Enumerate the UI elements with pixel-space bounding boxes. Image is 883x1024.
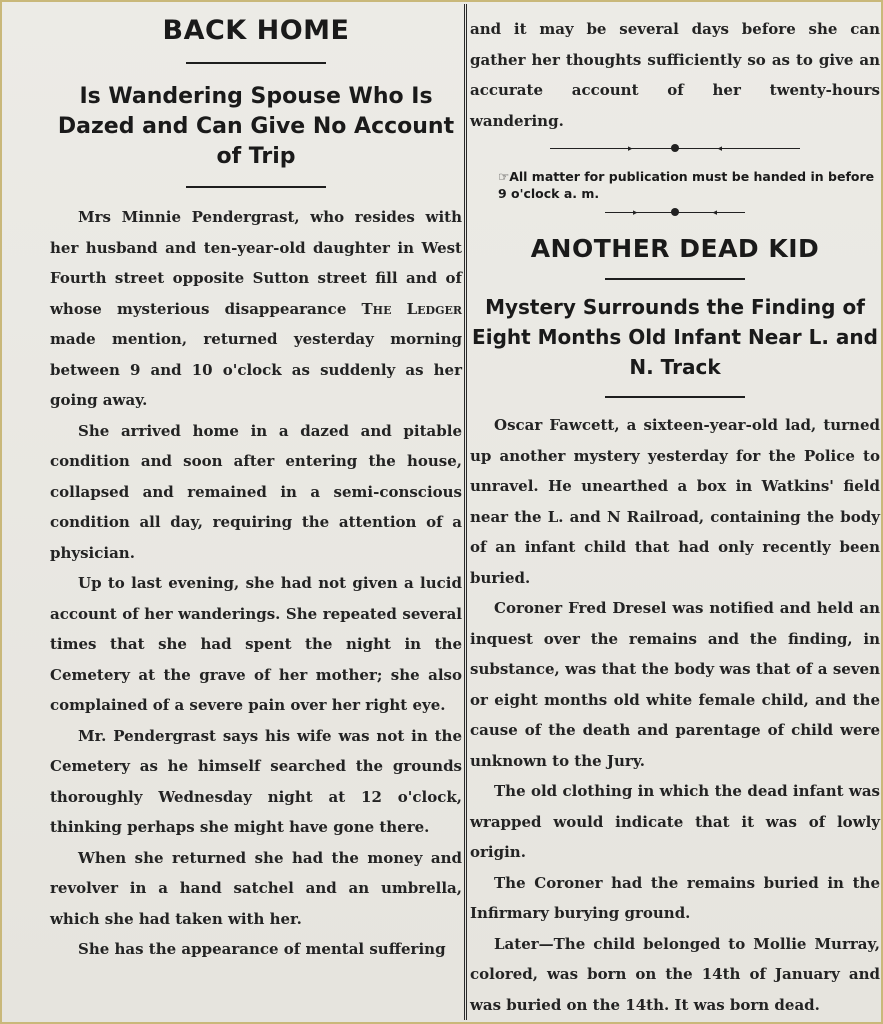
article-paragraph: Up to last evening, she had not given a lucid account of her wanderings. She repeated several times that she had spent the night in the Cemetery at the grave of her mother; she also complained of a severe pain over her right eye.: [50, 574, 462, 714]
article-paragraph: Later—The child belonged to Mollie Murray, colored, was born on the 14th of January and was buried on the 14th. It was born dead.: [470, 934, 880, 1014]
headline-rule: [605, 278, 745, 280]
ornament-divider: [550, 144, 800, 154]
right-column: [470, 2, 880, 1022]
subhead-rule: [605, 396, 745, 398]
ornament-arrow-icon: ▸: [633, 208, 638, 218]
paragraph-text: Mrs Minnie Pendergrast, who resides with her husband and ten-year-old daughter in West Fourth street opposite Sutton street fill and of whose mysterious disappearance: [50, 208, 462, 318]
article-paragraph: She arrived home in a dazed and pitable condition and soon after entering the house, collapsed and remained in a semi-conscious condition all day, requiring the attention of a physician.: [50, 421, 462, 562]
article-paragraph: When she returned she had the money and revolver in a hand satchel and an umbrella, which she had taken with her.: [50, 848, 462, 928]
article-paragraph: Mr. Pendergrast says his wife was not in the Cemetery as he himself searched the grounds thoroughly Wednesday night at 12 o'clock, thinking perhaps she might have gone there.: [50, 726, 462, 836]
subhead-rule: [186, 186, 326, 188]
publication-notice: ☞All matter for publication must be handed in before 9 o'clock a. m.: [498, 169, 875, 201]
article-paragraph: Oscar Fawcett, a sixteen-year-old lad, turned up another mystery yesterday for the Police to unravel. He unearthed a box in Watkins' field near the L. and N Railroad, containing the body of an infant child that had only recently been buried.: [470, 416, 880, 587]
ornament-arrow-icon: ◂: [712, 208, 717, 218]
article-paragraph: She has the appearance of mental suffering: [78, 940, 446, 958]
article-paragraph: The old clothing in which the dead infant was wrapped would indicate that it was of lowly origin.: [470, 782, 880, 861]
ornament-arrow-icon: ◂: [717, 144, 722, 154]
newspaper-name: The Ledger: [361, 299, 462, 318]
headline-rule: [186, 62, 326, 64]
article-paragraph: [50, 202, 462, 416]
headline-back-home: BACK HOME: [162, 15, 350, 46]
article-paragraph: The Coroner had the remains buried in the Infirmary burying ground.: [470, 873, 880, 922]
ornament-dot-icon: [671, 208, 679, 216]
ornament-divider: [605, 208, 745, 218]
subhead-wandering-spouse: Is Wandering Spouse Who Is Dazed and Can Give No Account of Trip: [57, 84, 455, 169]
paragraph-text: made mention, returned yesterday morning between 9 and 10 o'clock as suddenly as her going away.: [50, 330, 462, 409]
left-column: [50, 2, 462, 1022]
article-paragraph: Coroner Fred Dresel was notified and held an inquest over the remains and the finding, in substance, was that the body was that of a seven or eight months old white female child, and the cause of the death and parentage of child were unknown to the Jury.: [470, 599, 880, 770]
article-continuation: and it may be several days before she can gather her thoughts sufficiently so as to give an accurate account of her twenty-hours wandering.: [470, 20, 880, 130]
ornament-arrow-icon: ▸: [628, 144, 633, 154]
ornament-dot-icon: [671, 144, 679, 152]
subhead-mystery: Mystery Surrounds the Finding of Eight Months Old Infant Near L. and N. Track: [472, 295, 878, 379]
column-divider: [464, 4, 467, 1020]
headline-another-dead-kid: ANOTHER DEAD KID: [530, 234, 820, 263]
